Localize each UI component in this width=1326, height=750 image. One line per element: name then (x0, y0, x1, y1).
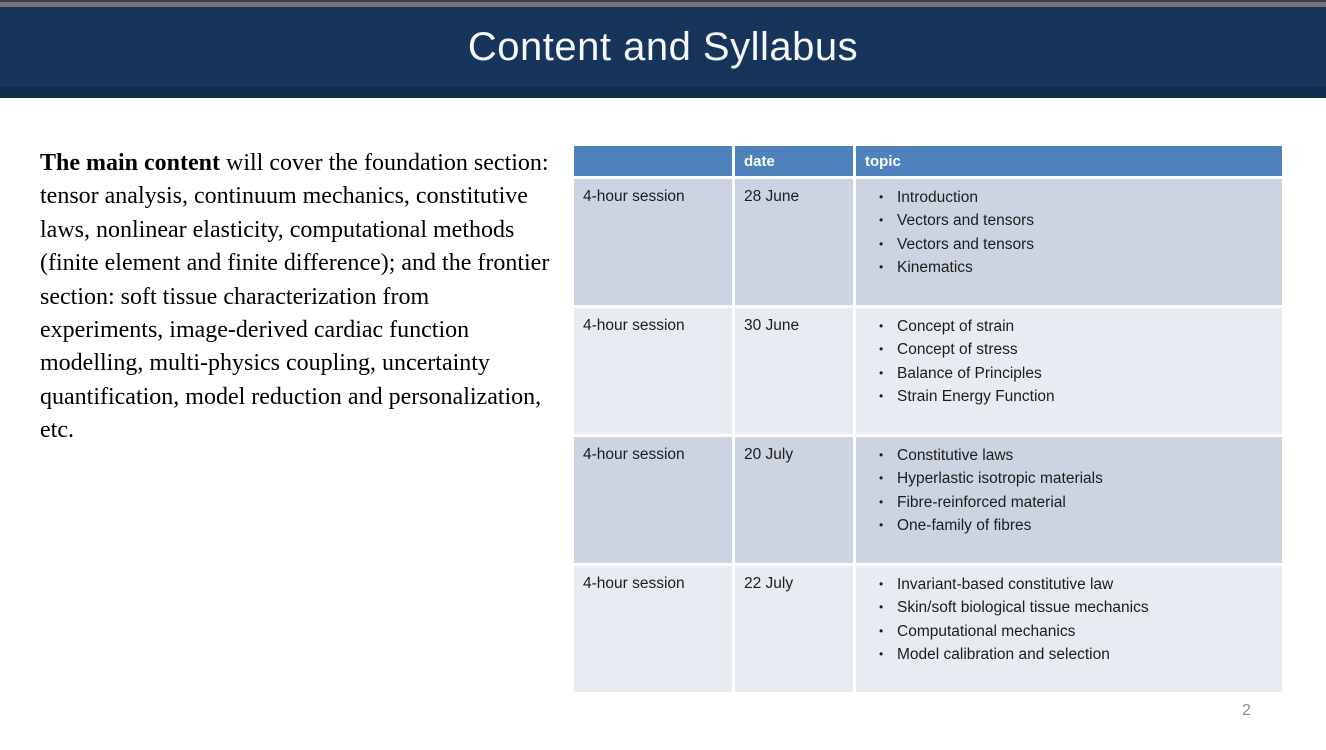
topic-text: Vectors and tensors (897, 212, 1034, 230)
topic-text: Model calibration and selection (897, 645, 1110, 663)
bullet-icon: • (879, 236, 884, 251)
topic-item (856, 620, 1274, 643)
table-header-date: date (735, 146, 853, 176)
topic-item (856, 338, 1274, 361)
session-cell: 4-hour session (574, 308, 732, 434)
bullet-icon: • (879, 342, 884, 357)
table-header-session (574, 146, 732, 176)
topic-item (856, 315, 1274, 338)
bullet-icon: • (879, 213, 884, 228)
topic-item (856, 596, 1274, 619)
topic-text: Vectors and tensors (897, 235, 1034, 253)
topic-cell (856, 179, 1282, 305)
topic-cell (856, 308, 1282, 434)
topic-item (856, 467, 1274, 490)
topic-item (856, 186, 1274, 209)
topic-cell (856, 566, 1282, 692)
window-top-edge (0, 0, 1326, 7)
bullet-icon: • (879, 319, 884, 333)
bullet-icon: • (879, 600, 884, 615)
table-row (574, 308, 1282, 434)
date-cell: 30 June (735, 308, 853, 434)
topic-text: Balance of Principles (897, 364, 1042, 382)
topic-text: Skin/soft biological tissue mechanics (897, 599, 1149, 617)
intro-paragraph (40, 147, 558, 448)
date-cell: 28 June (735, 179, 853, 305)
topic-item (856, 491, 1274, 514)
date-cell: 22 July (735, 566, 853, 692)
table-row (574, 179, 1282, 305)
session-cell: 4-hour session (574, 179, 732, 305)
topic-text: Introduction (897, 189, 978, 206)
table-row (574, 437, 1282, 563)
bullet-icon: • (879, 471, 884, 486)
page-number: 2 (1242, 702, 1251, 719)
topic-item (856, 256, 1274, 279)
topic-text: Invariant-based constitutive law (897, 576, 1114, 593)
table-header-row (574, 146, 1282, 176)
bullet-icon: • (879, 494, 884, 509)
bullet-icon: • (879, 623, 884, 638)
title-band (0, 7, 1326, 98)
session-cell: 4-hour session (574, 437, 732, 563)
topic-item (856, 233, 1274, 256)
topic-item (856, 362, 1274, 385)
topic-text: Constitutive laws (897, 447, 1014, 464)
topic-text: Concept of strain (897, 318, 1015, 335)
topic-item (856, 385, 1274, 408)
topic-text: Concept of stress (897, 341, 1018, 359)
bullet-icon: • (879, 365, 884, 380)
bullet-icon: • (879, 259, 884, 274)
topic-text: Hyperlastic isotropic materials (897, 470, 1103, 488)
topic-text: Computational mechanics (897, 622, 1076, 640)
bullet-icon: • (879, 448, 884, 462)
topic-cell (856, 437, 1282, 563)
topic-text: Strain Energy Function (897, 387, 1055, 405)
date-cell: 20 July (735, 437, 853, 563)
syllabus-table (574, 146, 1282, 692)
topic-text: Fibre-reinforced material (897, 493, 1066, 511)
bullet-icon: • (879, 646, 884, 661)
session-cell: 4-hour session (574, 566, 732, 692)
table-header-topic: topic (856, 146, 1282, 176)
topic-item (856, 573, 1274, 596)
bullet-icon: • (879, 577, 884, 591)
topic-text: One-family of fibres (897, 516, 1032, 534)
bullet-icon: • (879, 517, 884, 532)
topic-item (856, 444, 1274, 467)
intro-lead-text: The main content (40, 150, 220, 176)
intro-body-text: will cover the foundation section: tensor analysis, continuum mechanics, constitutive laws, nonlinear elasticity, computational methods (finite element and finite difference); and the frontier section: soft tissue characterization from experiments, image-derived cardiac function modelling, multi-physics coupling, uncertainty quantification, model reduction and personalization, etc. (40, 150, 550, 444)
topic-item (856, 209, 1274, 232)
table-row (574, 566, 1282, 692)
topic-text: Kinematics (897, 258, 973, 276)
topic-item (856, 514, 1274, 537)
topic-item (856, 643, 1274, 666)
bullet-icon: • (879, 388, 884, 403)
page-title: Content and Syllabus (467, 24, 859, 69)
bullet-icon: • (879, 190, 884, 204)
